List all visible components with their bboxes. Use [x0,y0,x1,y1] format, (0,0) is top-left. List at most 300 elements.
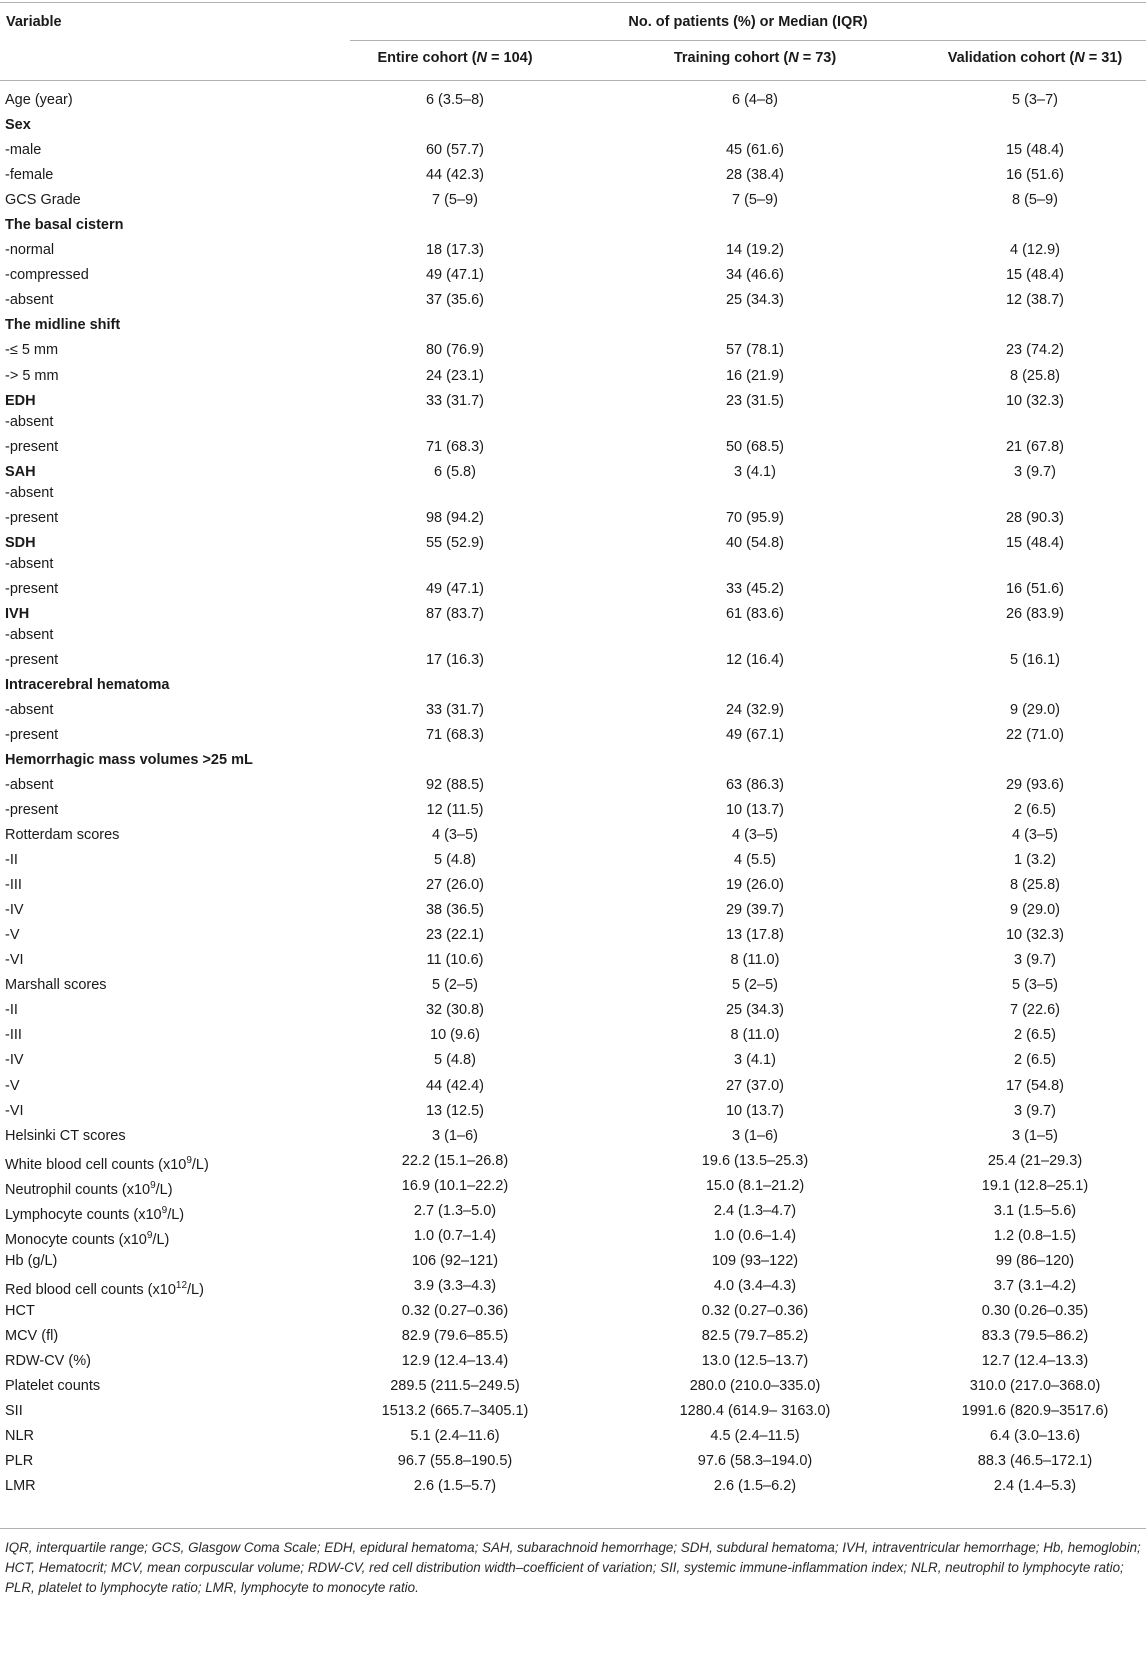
row-label-unit: /L) [191,1156,209,1173]
row-label [5,166,53,184]
entire-cohort-cell: 33 (31.7) [425,392,485,409]
validation-cohort-cell: 15 (48.4) [1005,534,1065,551]
table-row [0,1001,1146,1026]
table-row [0,1202,1146,1227]
validation-cohort-cell: 0.30 (0.26–0.35) [981,1302,1089,1319]
table-row [0,191,1146,216]
row-label [5,141,41,159]
table-row [0,605,1146,651]
training-cohort-cell: 15.0 (8.1–21.2) [705,1177,805,1194]
training-cohort-cell: 28 (38.4) [725,167,785,184]
table-row [0,266,1146,291]
row-label [5,1327,58,1345]
table-row [0,216,1146,241]
bottom-rule [0,1528,1146,1529]
table-row [0,851,1146,876]
row-label [5,1477,36,1495]
table-row [0,1352,1146,1377]
training-cohort-cell: 29 (39.7) [725,902,785,919]
row-label-text: Marshall scores [5,977,107,994]
group-rule [350,40,1146,41]
table-row [0,91,1146,116]
row-label-text: Sex [5,117,31,134]
entire-cohort-cell: 11 (10.6) [426,952,484,969]
row-label-superscript: 9 [150,1179,156,1191]
validation-cohort-cell: 3 (9.7) [1014,1102,1056,1119]
validation-cohort-cell: 17 (54.8) [1005,1077,1065,1094]
table-row [0,926,1146,951]
training-cohort-cell: 25 (34.3) [725,292,785,309]
row-label-superscript: 9 [161,1204,168,1216]
table-row [0,316,1146,341]
row-label-superscript: 12 [175,1279,188,1291]
row-label-text: -present [5,801,59,818]
row-label-text: Helsinki CT scores [5,1127,126,1144]
entire-cohort-cell: 3 (1–6) [432,1127,478,1144]
table-row [0,534,1146,580]
entire-cohort-cell: 12 (11.5) [426,801,484,818]
entire-cohort-cell: 6 (5.8) [434,463,476,480]
row-label [5,1177,173,1199]
row-label-text: NLR [5,1428,35,1445]
entire-cohort-cell: 16.9 (10.1–22.2) [401,1177,509,1194]
table-row [0,1477,1146,1502]
row-label [5,1377,100,1395]
validation-cohort-cell: 3 (1–5) [1012,1127,1058,1144]
validation-cohort-cell: 9 (29.0) [1010,701,1060,718]
row-label-text: -normal [5,242,55,259]
table-row [0,463,1146,509]
table-row [0,392,1146,438]
column-header-count: = 31) [1084,50,1123,66]
training-cohort-cell: 8 (11.0) [730,1027,780,1044]
training-cohort-cell: 109 (93–122) [711,1252,799,1269]
training-cohort-cell: 3 (1–6) [732,1127,778,1144]
table-row [0,367,1146,392]
row-sublabel: -absent [5,413,54,430]
table-row [0,701,1146,726]
row-label [5,216,123,234]
entire-cohort-cell: 13 (12.5) [425,1102,485,1119]
row-label [5,801,58,819]
column-header-count: = 104) [487,50,533,66]
row-label-text: -V [5,1077,20,1094]
row-label [5,241,54,259]
row-label [5,1452,33,1470]
row-label-text: -≤ 5 mm [5,342,59,359]
row-label-text: -IV [5,1052,24,1069]
training-cohort-cell: 13 (17.8) [725,927,785,944]
row-label-text: -female [5,167,54,184]
row-label [5,534,36,552]
row-label-text: SAH [5,463,36,480]
training-cohort-cell: 4.5 (2.4–11.5) [710,1428,800,1445]
variable-header: Variable [6,14,62,30]
table-row [0,1077,1146,1102]
training-cohort-cell: 8 (11.0) [730,952,780,969]
row-label-text: MCV (fl) [5,1327,59,1344]
row-label [5,91,73,109]
row-label-text: LMR [5,1478,36,1495]
table-row [0,751,1146,776]
entire-cohort-cell: 289.5 (211.5–249.5) [390,1378,520,1395]
validation-cohort-cell: 28 (90.3) [1005,509,1065,526]
validation-cohort-cell: 3.1 (1.5–5.6) [993,1202,1077,1219]
column-header-text: Validation cohort ( [947,50,1075,66]
entire-cohort-cell: 4 (3–5) [432,827,478,844]
training-cohort-cell: 82.5 (79.7–85.2) [701,1327,809,1344]
row-label [5,392,36,410]
entire-cohort-cell: 49 (47.1) [425,267,485,284]
row-label-unit: /L) [155,1181,173,1198]
table-body [0,91,1146,1502]
row-label-text: IVH [5,605,30,622]
row-label-text: -IV [5,902,24,919]
table-row [0,876,1146,901]
training-cohort-cell: 12 (16.4) [725,651,785,668]
validation-cohort-cell: 99 (86–120) [995,1252,1075,1269]
row-sublabel: -absent [5,626,54,643]
table-row [0,1427,1146,1452]
training-cohort-cell: 25 (34.3) [725,1002,785,1019]
row-label [5,926,20,944]
group-header: No. of patients (%) or Median (IQR) [628,14,868,30]
training-cohort-cell: 3 (4.1) [734,463,776,480]
entire-cohort-cell: 2.6 (1.5–5.7) [413,1478,497,1495]
validation-cohort-cell: 2 (6.5) [1014,1027,1056,1044]
column-header-training [640,50,870,66]
entire-cohort-cell: 33 (31.7) [425,701,485,718]
row-label-text: Rotterdam scores [5,827,120,844]
row-label-text: SDH [5,534,36,551]
validation-cohort-cell: 3 (9.7) [1014,463,1056,480]
row-label [5,191,81,209]
validation-cohort-cell: 4 (3–5) [1012,827,1058,844]
table-footnote: IQR, interquartile range; GCS, Glasgow Coma Scale; EDH, epidural hematoma; SAH, subarachnoid hemorrhage; SDH, subdural hematoma; IVH, intraventricular hemorrhage; Hb, hemoglobin; HCT, Hematocrit; MCV, mean corpuscular volume; RDW-CV, red cell distribution width–coefficient of variation; SII, systemic immune-inflammation index; NLR, neutrophil to lymphocyte ratio; PLR, platelet to lymphocyte ratio; LMR, lymphocyte to monocyte ratio. [5,1540,1141,1595]
row-label-text: -III [5,1027,22,1044]
entire-cohort-cell: 6 (3.5–8) [425,92,485,108]
entire-cohort-cell: 18 (17.3) [425,242,485,259]
entire-cohort-cell: 82.9 (79.6–85.5) [401,1327,509,1344]
entire-cohort-cell: 44 (42.3) [425,167,485,184]
table-row [0,1127,1146,1152]
table-row [0,241,1146,266]
training-cohort-cell: 0.32 (0.27–0.36) [701,1302,809,1319]
entire-cohort-cell: 1.0 (0.7–1.4) [413,1227,497,1244]
row-label [5,976,107,994]
row-label [5,116,31,134]
entire-cohort-cell: 80 (76.9) [425,342,485,359]
validation-cohort-cell: 22 (71.0) [1005,726,1065,743]
training-cohort-cell: 4.0 (3.4–4.3) [713,1277,797,1294]
row-label-text: -absent [5,292,54,309]
column-header-count: = 73) [798,50,837,66]
table-row [0,826,1146,851]
table-row [0,951,1146,976]
row-label-superscript: 9 [186,1154,192,1166]
table-row [0,651,1146,676]
training-cohort-cell: 16 (21.9) [725,367,785,384]
row-label-text: -III [5,877,22,894]
training-cohort-cell: 14 (19.2) [725,242,785,259]
row-label [5,605,29,623]
training-cohort-cell: 3 (4.1) [734,1052,776,1069]
row-label-text: -male [5,142,42,159]
row-label [5,1302,35,1320]
validation-cohort-cell: 5 (3–7) [1012,92,1058,108]
entire-cohort-cell: 24 (23.1) [425,367,485,384]
entire-cohort-cell: 1513.2 (665.7–3405.1) [381,1403,529,1420]
column-header-n: N [1074,50,1085,66]
row-label-text: Monocyte counts (x10 [5,1231,147,1248]
row-label-text: Hemorrhagic mass volumes >25 mL [5,751,253,768]
training-cohort-cell: 4 (3–5) [732,827,778,844]
table-row [0,1302,1146,1327]
entire-cohort-cell: 5 (4.8) [434,1052,476,1069]
header-rule [0,80,1146,81]
row-label-text: -VI [5,1102,24,1119]
row-label-text: The basal cistern [5,217,124,234]
validation-cohort-cell: 7 (22.6) [1010,1002,1060,1019]
row-label [5,1152,209,1174]
validation-cohort-cell: 5 (16.1) [1010,651,1060,668]
row-label [5,438,58,456]
row-label-text: The midline shift [5,317,121,334]
entire-cohort-cell: 0.32 (0.27–0.36) [401,1302,509,1319]
row-label-text: Red blood cell counts (x10 [5,1281,176,1298]
entire-cohort-cell: 98 (94.2) [425,509,485,526]
validation-cohort-cell: 8 (5–9) [1012,192,1058,209]
validation-cohort-cell: 83.3 (79.5–86.2) [981,1327,1089,1344]
row-label-text: -absent [5,701,54,718]
column-header-n: N [476,50,488,66]
entire-cohort-cell: 106 (92–121) [411,1252,499,1269]
table-row [0,341,1146,366]
row-label-text: -present [5,726,59,743]
row-label [5,1277,204,1299]
row-label-text: -present [5,438,59,455]
row-label-text: Lymphocyte counts (x10 [5,1206,162,1223]
row-label-text: Intracerebral hematoma [5,676,170,693]
validation-cohort-cell: 3.7 (3.1–4.2) [993,1277,1077,1294]
row-label-text: HCT [5,1302,35,1319]
entire-cohort-cell: 71 (68.3) [425,438,485,455]
validation-cohort-cell: 6.4 (3.0–13.6) [989,1428,1081,1445]
row-label-text: Neutrophil counts (x10 [5,1181,151,1198]
row-label [5,367,59,385]
training-cohort-cell: 4 (5.5) [734,852,776,869]
row-label-text: -VI [5,952,24,969]
entire-cohort-cell: 12.9 (12.4–13.4) [401,1353,509,1370]
validation-cohort-cell: 2 (6.5) [1014,801,1056,818]
entire-cohort-cell: 7 (5–9) [432,192,478,209]
table-row [0,509,1146,534]
row-label [5,1427,34,1445]
training-cohort-cell: 27 (37.0) [725,1077,785,1094]
validation-cohort-cell: 2 (6.5) [1014,1052,1056,1069]
training-cohort-cell: 2.6 (1.5–6.2) [713,1478,797,1495]
validation-cohort-cell: 19.1 (12.8–25.1) [981,1177,1089,1194]
entire-cohort-cell: 87 (83.7) [425,605,485,622]
row-label-text: -II [5,852,18,869]
row-label [5,1026,22,1044]
validation-cohort-cell: 26 (83.9) [1005,605,1065,622]
row-label-text: -present [5,651,59,668]
row-label-text: White blood cell counts (x10 [5,1156,187,1173]
column-header-validation [930,50,1140,66]
table-row [0,1452,1146,1477]
row-label [5,1001,18,1019]
table-row [0,116,1146,141]
row-label-text: Hb (g/L) [5,1252,58,1269]
validation-cohort-cell: 23 (74.2) [1005,342,1065,359]
row-label-text: PLR [5,1453,34,1470]
validation-cohort-cell: 12 (38.7) [1005,292,1065,309]
row-label [5,651,58,669]
training-cohort-cell: 50 (68.5) [725,438,785,455]
table-row [0,801,1146,826]
table-row [0,1377,1146,1402]
validation-cohort-cell: 88.3 (46.5–172.1) [977,1453,1093,1470]
entire-cohort-cell: 38 (36.5) [425,902,485,919]
entire-cohort-cell: 27 (26.0) [425,877,485,894]
entire-cohort-cell: 49 (47.1) [425,580,485,597]
entire-cohort-cell: 32 (30.8) [425,1002,485,1019]
table-row [0,976,1146,1001]
training-cohort-cell: 70 (95.9) [725,509,785,526]
row-label-text: -absent [5,776,54,793]
validation-cohort-cell: 12.7 (12.4–13.3) [981,1353,1089,1370]
validation-cohort-cell: 10 (32.3) [1005,392,1065,409]
validation-cohort-cell: 16 (51.6) [1005,167,1065,184]
column-header-text: Entire cohort ( [377,50,477,66]
row-label [5,1352,91,1370]
table-row [0,726,1146,751]
row-label [5,676,169,694]
table-row [0,676,1146,701]
training-cohort-cell: 19 (26.0) [725,877,785,894]
row-label-text: SII [5,1403,23,1420]
row-label-text: EDH [5,392,36,409]
training-cohort-cell: 280.0 (210.0–335.0) [689,1378,821,1395]
row-label-unit: /L) [167,1206,185,1223]
row-label [5,1227,169,1249]
entire-cohort-cell: 10 (9.6) [430,1027,480,1044]
entire-cohort-cell: 22.2 (15.1–26.8) [401,1152,509,1169]
training-cohort-cell: 34 (46.6) [725,267,785,284]
table-row [0,1152,1146,1177]
row-label-text: -> 5 mm [5,367,59,384]
row-label [5,291,53,309]
entire-cohort-cell: 2.7 (1.3–5.0) [413,1202,497,1219]
validation-cohort-cell: 2.4 (1.4–5.3) [993,1478,1077,1495]
entire-cohort-cell: 60 (57.7) [425,142,485,159]
training-cohort-cell: 5 (2–5) [732,977,778,994]
entire-cohort-cell: 5.1 (2.4–11.6) [410,1428,500,1445]
row-label [5,901,24,919]
validation-cohort-cell: 310.0 (217.0–368.0) [969,1378,1101,1395]
row-label-text: RDW-CV (%) [5,1353,91,1370]
entire-cohort-cell: 44 (42.4) [425,1077,485,1094]
row-label [5,751,253,769]
validation-cohort-cell: 15 (48.4) [1005,142,1065,159]
table-row [0,1026,1146,1051]
validation-cohort-cell: 1 (3.2) [1014,852,1056,869]
training-cohort-cell: 24 (32.9) [725,701,785,718]
validation-cohort-cell: 1991.6 (820.9–3517.6) [961,1403,1109,1420]
row-label-text: GCS Grade [5,192,81,209]
row-label [5,509,58,527]
training-cohort-cell: 10 (13.7) [725,801,785,818]
row-sublabel: -absent [5,555,54,572]
table-row [0,1402,1146,1427]
row-label [5,1202,184,1224]
row-label [5,266,89,284]
training-cohort-cell: 97.6 (58.3–194.0) [697,1453,813,1470]
training-cohort-cell: 6 (4–8) [732,92,778,108]
row-label [5,341,58,359]
column-header-text: Training cohort ( [673,50,789,66]
entire-cohort-cell: 37 (35.6) [425,292,485,309]
table-row [0,580,1146,605]
entire-cohort-cell: 23 (22.1) [425,927,485,944]
row-label [5,1077,20,1095]
row-label [5,1252,57,1270]
validation-cohort-cell: 15 (48.4) [1005,267,1065,284]
training-cohort-cell: 1280.4 (614.9– 3163.0) [679,1403,831,1420]
validation-cohort-cell: 9 (29.0) [1010,902,1060,919]
training-cohort-cell: 10 (13.7) [725,1102,785,1119]
row-label-superscript: 9 [146,1229,153,1241]
row-label-text: -present [5,580,59,597]
entire-cohort-cell: 5 (4.8) [434,852,476,869]
training-cohort-cell: 33 (45.2) [725,580,785,597]
validation-cohort-cell: 3 (9.7) [1014,952,1056,969]
row-label-text: -V [5,927,20,944]
entire-cohort-cell: 3.9 (3.3–4.3) [413,1277,497,1294]
row-label-text: -compressed [5,267,89,284]
training-cohort-cell: 45 (61.6) [725,142,785,159]
training-cohort-cell: 1.0 (0.6–1.4) [713,1227,797,1244]
entire-cohort-cell: 55 (52.9) [425,534,485,551]
table-row [0,901,1146,926]
table-row [0,438,1146,463]
row-label-text: -present [5,509,59,526]
training-cohort-cell: 7 (5–9) [732,192,778,209]
training-cohort-cell: 23 (31.5) [725,392,785,409]
entire-cohort-cell: 92 (88.5) [425,776,485,793]
table-row [0,1327,1146,1352]
training-cohort-cell: 2.4 (1.3–4.7) [713,1202,797,1219]
table-row [0,1252,1146,1277]
row-label-text: Age (year) [5,92,73,108]
row-label-text: -II [5,1002,18,1019]
table-row [0,141,1146,166]
row-label [5,1402,23,1420]
row-label [5,876,22,894]
entire-cohort-cell: 96.7 (55.8–190.5) [397,1453,513,1470]
column-header-entire [350,50,560,66]
row-label [5,701,53,719]
validation-cohort-cell: 8 (25.8) [1010,877,1060,894]
row-label [5,726,58,744]
entire-cohort-cell: 17 (16.3) [425,651,485,668]
training-cohort-cell: 57 (78.1) [725,342,785,359]
row-label [5,1102,24,1120]
top-rule [0,2,1146,3]
row-label [5,951,24,969]
validation-cohort-cell: 21 (67.8) [1005,438,1065,455]
